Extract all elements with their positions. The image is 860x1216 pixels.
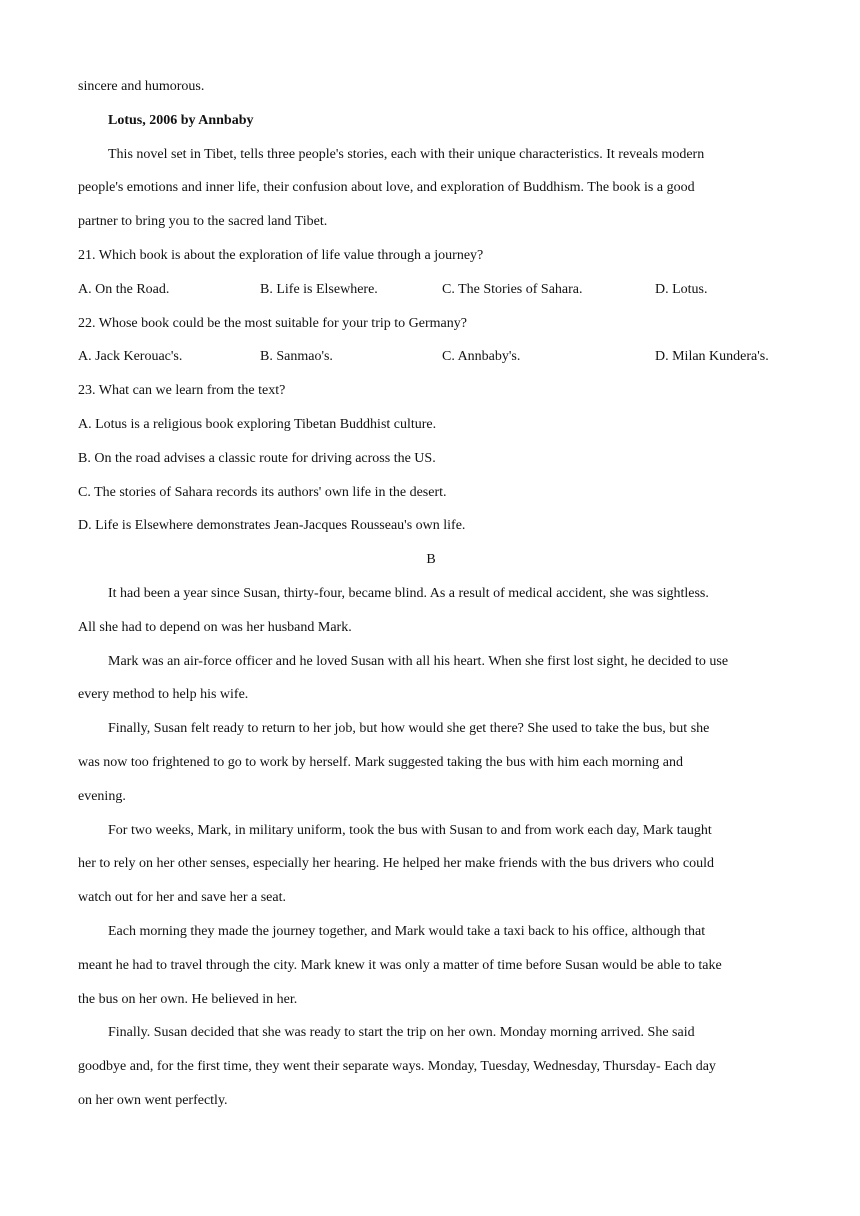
question-21-options: [78, 273, 784, 307]
passage-line: was now too frightened to go to work by herself. Mark suggested taking the bus with him each morning and: [78, 754, 683, 770]
question-21-option-b: B. Life is Elsewhere.: [260, 281, 378, 297]
question-23-stem: 23. What can we learn from the text?: [78, 383, 286, 399]
question-23-option-b: B. On the road advises a classic route for driving across the US.: [78, 450, 436, 466]
question-22-options: [78, 340, 784, 374]
passage-paragraph-2: [78, 645, 784, 713]
passage-line: every method to help his wife.: [78, 687, 249, 703]
passage-line: goodbye and, for the first time, they went their separate ways. Monday, Tuesday, Wednesday, Thursday- Each day: [78, 1059, 716, 1075]
passage-line: For two weeks, Mark, in military uniform, took the bus with Susan to and from work each day, Mark taught: [108, 822, 712, 838]
passage-line: her to rely on her other senses, especially her hearing. He helped her make friends with the bus drivers who could: [78, 856, 715, 872]
passage-paragraph-3: [78, 712, 784, 813]
passage-line: meant he had to travel through the city. Mark knew it was only a matter of time before Susan would be able to take: [78, 957, 722, 973]
question-21-option-d: D. Lotus.: [655, 281, 708, 297]
question-23-option-a: A. Lotus is a religious book exploring Tibetan Buddhist culture.: [78, 416, 437, 432]
book-description-line: This novel set in Tibet, tells three people's stories, each with their unique characteristics. It reveals modern: [108, 146, 705, 162]
book-description-line: partner to bring you to the sacred land Tibet.: [78, 214, 328, 230]
question-22-option-c: C. Annbaby's.: [442, 349, 521, 365]
question-22-option-d: D. Milan Kundera's.: [655, 349, 769, 365]
passage-line: Each morning they made the journey together, and Mark would take a taxi back to his office, although that: [108, 923, 706, 939]
question-22-option-b: B. Sanmao's.: [260, 349, 333, 365]
passage-paragraph-6: [78, 1016, 784, 1117]
passage-paragraph-4: [78, 814, 784, 915]
passage-line: on her own went perfectly.: [78, 1092, 228, 1108]
question-21-option-c: C. The Stories of Sahara.: [442, 281, 583, 297]
question-21-stem: 21. Which book is about the exploration of life value through a journey?: [78, 247, 484, 263]
question-23-option-c: C. The stories of Sahara records its authors' own life in the desert.: [78, 484, 447, 500]
book-description-line: people's emotions and inner life, their confusion about love, and exploration of Buddhism. The book is a good: [78, 180, 695, 196]
passage-line: It had been a year since Susan, thirty-four, became blind. As a result of medical accident, she was sightless.: [108, 585, 709, 601]
passage-line: Finally. Susan decided that she was ready to start the trip on her own. Monday morning arrived. She said: [108, 1025, 695, 1041]
question-22-stem: 22. Whose book could be the most suitable for your trip to Germany?: [78, 315, 467, 331]
question-23-option-d: D. Life is Elsewhere demonstrates Jean-Jacques Rousseau's own life.: [78, 518, 466, 534]
passage-line: evening.: [78, 788, 126, 804]
passage-line: Mark was an air-force officer and he loved Susan with all his heart. When she first lost sight, he decided to use: [108, 653, 729, 669]
passage-paragraph-5: [78, 915, 784, 1016]
passage-paragraph-1: [78, 577, 784, 645]
intro-tail-text: sincere and humorous.: [78, 79, 205, 94]
document-page: [78, 70, 784, 1118]
passage-line: All she had to depend on was her husband Mark.: [78, 619, 352, 635]
passage-line: watch out for her and save her a seat.: [78, 890, 286, 906]
passage-line: Finally, Susan felt ready to return to her job, but how would she get there? She used to take the bus, but she: [108, 721, 710, 737]
section-b-label: B: [426, 552, 436, 568]
question-21-option-a: A. On the Road.: [78, 281, 170, 297]
question-22-option-a: A. Jack Kerouac's.: [78, 349, 183, 365]
passage-line: the bus on her own. He believed in her.: [78, 991, 298, 1007]
book-heading: Lotus, 2006 by Annbaby: [108, 112, 254, 128]
